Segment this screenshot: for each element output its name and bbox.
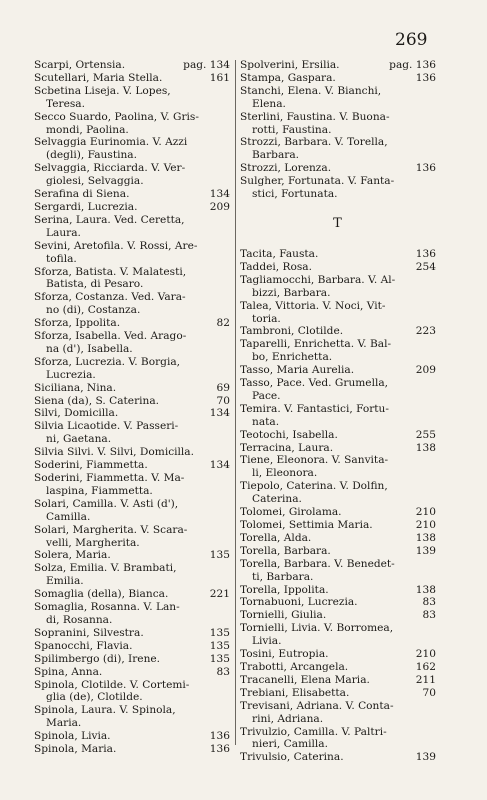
entry-name: Torella, Ippolita. <box>240 583 329 596</box>
index-entry <box>34 459 230 472</box>
entry-continuation: Lucrezia. <box>46 368 96 381</box>
entry-name: Temira. V. Fantastici, Fortu- <box>240 402 389 415</box>
entry-name: Stampa, Gaspara. <box>240 71 336 84</box>
index-entry <box>34 524 230 550</box>
entry-continuation: Pace. <box>252 389 281 402</box>
index-entry <box>34 111 230 137</box>
index-entry <box>240 248 436 261</box>
entry-continuation: bizzi, Barbara. <box>252 286 331 299</box>
index-entry <box>34 588 230 601</box>
index-entry <box>34 730 230 743</box>
page-reference: 139 <box>415 544 436 557</box>
index-entry <box>34 446 230 459</box>
entry-continuation: laspina, Fiammetta. <box>46 484 153 497</box>
entry-name: Scbetina Liseja. V. Lopes, <box>34 84 171 97</box>
page-reference: pag. 134 <box>183 59 230 71</box>
index-entry <box>34 420 230 446</box>
page-reference: 83 <box>216 665 230 678</box>
page-reference: 223 <box>415 325 436 338</box>
entry-name: Scutellari, Maria Stella. <box>34 71 163 84</box>
page-reference: 254 <box>415 260 436 273</box>
entry-continuation: Caterina. <box>252 493 302 506</box>
page-reference: 136 <box>415 71 436 84</box>
entry-name: Soderini, Fiammetta. V. Ma- <box>34 472 185 484</box>
page-reference: 138 <box>415 583 436 596</box>
entry-continuation: velli, Margherita. <box>46 536 140 549</box>
entry-name: Solari, Camilla. V. Asti (d'), <box>34 497 179 510</box>
index-entry <box>240 700 436 726</box>
entry-name: Silvi, Domicilla. <box>34 407 119 420</box>
index-entry <box>34 291 230 317</box>
entry-continuation: Camilla. <box>46 510 91 523</box>
entry-name: Torella, Barbara. <box>240 544 331 557</box>
entry-name: Tiene, Eleonora. V. Sanvita- <box>240 454 389 467</box>
entry-name: Trevisani, Adriana. V. Conta- <box>240 699 394 712</box>
index-entry <box>34 498 230 524</box>
page-reference: 83 <box>422 609 436 622</box>
entry-name: Spinola, Laura. V. Spinola, <box>34 704 176 717</box>
entry-name: Sterlini, Faustina. V. Buona- <box>240 110 390 123</box>
entry-name: Sevini, Aretofila. V. Rossi, Are- <box>34 239 198 252</box>
page-reference: 83 <box>422 596 436 609</box>
entry-name: Tornielli, Livia. V. Borromea, <box>240 622 394 635</box>
page-reference: 134 <box>209 407 230 420</box>
page-reference: 211 <box>415 673 436 686</box>
page-reference: 70 <box>422 686 436 699</box>
entry-continuation: Elena. <box>252 97 286 110</box>
index-entry <box>240 687 436 700</box>
index-entry <box>240 622 436 648</box>
entry-continuation: rini, Adriana. <box>252 712 324 725</box>
index-entry <box>34 317 230 330</box>
index-entry <box>240 300 436 326</box>
index-entry <box>34 136 230 162</box>
entry-continuation: (degli), Faustina. <box>46 149 137 162</box>
entry-continuation: giolesi, Selvaggia. <box>46 175 144 188</box>
entry-name: Tasso, Pace. Ved. Grumella, <box>240 377 389 390</box>
entry-name: Scarpi, Ortensia. <box>34 59 126 71</box>
entry-continuation: Barbara. <box>252 149 300 162</box>
index-entry <box>240 261 436 274</box>
index-entry <box>34 640 230 653</box>
entry-name: Serafina di Siena. <box>34 188 130 201</box>
entry-name: Teotochi, Isabella. <box>240 428 338 441</box>
entry-name: Spinola, Livia. <box>34 730 111 743</box>
entry-continuation: rotti, Faustina. <box>252 123 332 136</box>
index-entry <box>240 480 436 506</box>
entry-continuation: Teresa. <box>46 97 85 110</box>
index-entry <box>34 72 230 85</box>
entry-continuation: Maria. <box>46 717 82 730</box>
index-entry <box>34 382 230 395</box>
index-entry <box>240 338 436 364</box>
index-entry <box>240 558 436 584</box>
page-reference: 209 <box>415 364 436 377</box>
page-reference: 70 <box>216 394 230 407</box>
index-entry <box>34 85 230 111</box>
index-entry <box>34 240 230 266</box>
page-reference: pag. 136 <box>389 59 436 71</box>
entry-continuation: mondi, Paolina. <box>46 123 129 136</box>
page-reference: 209 <box>209 200 230 213</box>
index-entry <box>240 609 436 622</box>
index-entry <box>240 506 436 519</box>
index-entry <box>240 519 436 532</box>
entry-name: Solera, Maria. <box>34 549 111 562</box>
index-entry <box>34 679 230 705</box>
index-entry <box>240 661 436 674</box>
entry-name: Sforza, Lucrezia. V. Borgia, <box>34 355 181 368</box>
entry-name: Tacita, Fausta. <box>240 247 319 260</box>
page-reference: 161 <box>209 71 230 84</box>
index-entry <box>34 627 230 640</box>
index-column-left <box>34 59 230 756</box>
entry-name: Silvia Silvi. V. Silvi, Domicilla. <box>34 446 194 459</box>
page-reference: 136 <box>415 162 436 175</box>
entry-name: Sulgher, Fortunata. V. Fanta- <box>240 175 395 188</box>
entry-continuation: ni, Gaetana. <box>46 433 112 446</box>
index-entry <box>240 545 436 558</box>
entry-name: Solari, Margherita. V. Scara- <box>34 523 188 536</box>
entry-name: Tornabuoni, Lucrezia. <box>240 596 358 609</box>
entry-name: Sforza, Batista. V. Malatesti, <box>34 265 187 278</box>
index-entry <box>34 472 230 498</box>
page-reference: 136 <box>415 247 436 260</box>
entry-name: Spinola, Clotilde. V. Cortemi- <box>34 678 190 691</box>
entry-name: Siena (da), S. Caterina. <box>34 394 160 407</box>
entry-name: Tosini, Eutropia. <box>240 648 329 661</box>
page-reference: 135 <box>209 639 230 652</box>
index-entry <box>240 726 436 752</box>
index-entry <box>240 648 436 661</box>
entry-name: Silvia Licaotide. V. Passeri- <box>34 420 179 433</box>
index-entry <box>34 201 230 214</box>
index-entry <box>240 454 436 480</box>
page-reference: 255 <box>415 428 436 441</box>
page-reference: 136 <box>209 730 230 743</box>
entry-continuation: no (di), Costanza. <box>46 304 141 317</box>
page-reference: 210 <box>415 506 436 519</box>
entry-name: Stanchi, Elena. V. Bianchi, <box>240 84 382 97</box>
page-reference: 134 <box>209 459 230 472</box>
entry-name: Spanocchi, Flavia. <box>34 639 133 652</box>
index-entry <box>240 596 436 609</box>
index-entry <box>34 162 230 188</box>
entry-name: Siciliana, Nina. <box>34 381 117 394</box>
index-entry <box>34 59 230 72</box>
index-entry <box>240 751 436 764</box>
entry-name: Trivulsio, Caterina. <box>240 751 344 764</box>
entry-continuation: nieri, Camilla. <box>252 738 328 751</box>
page-reference: 69 <box>216 381 230 394</box>
entry-name: Serina, Laura. Ved. Ceretta, <box>34 213 185 226</box>
entry-continuation: stici, Fortunata. <box>252 188 338 201</box>
entry-name: Spolverini, Ersilia. <box>240 59 340 71</box>
page-reference: 136 <box>209 743 230 756</box>
entry-continuation: li, Eleonora. <box>252 467 318 480</box>
index-column-right <box>240 59 436 764</box>
page-reference: 135 <box>209 549 230 562</box>
entry-name: Tracanelli, Elena Maria. <box>240 673 370 686</box>
entry-name: Tolomei, Girolama. <box>240 506 342 519</box>
index-entry <box>240 403 436 429</box>
entry-name: Soderini, Fiammetta. <box>34 459 148 472</box>
page-reference: 135 <box>209 652 230 665</box>
index-entry <box>34 214 230 240</box>
index-entry <box>34 356 230 382</box>
entry-name: Sforza, Ippolita. <box>34 317 121 330</box>
index-entry <box>240 274 436 300</box>
entry-continuation: na (d'), Isabella. <box>46 342 133 355</box>
entry-continuation: Livia. <box>252 635 282 648</box>
index-entry <box>240 584 436 597</box>
entry-continuation: toria. <box>252 312 281 325</box>
entry-name: Terracina, Laura. <box>240 441 334 454</box>
entry-name: Sforza, Isabella. Ved. Arago- <box>34 330 187 343</box>
index-entry <box>34 704 230 730</box>
index-entry <box>240 85 436 111</box>
entry-name: Strozzi, Lorenza. <box>240 162 332 175</box>
index-entry <box>34 266 230 292</box>
entry-name: Spilimbergo (di), Irene. <box>34 652 161 665</box>
entry-name: Tornielli, Giulia. <box>240 609 327 622</box>
entry-continuation: bo, Enrichetta. <box>252 351 333 364</box>
index-entry <box>34 601 230 627</box>
page-reference: 162 <box>415 660 436 673</box>
entry-continuation: glia (de), Clotilde. <box>46 691 143 704</box>
entry-name: Secco Suardo, Paolina, V. Gris- <box>34 110 199 123</box>
page-number: 269 <box>395 30 428 50</box>
page-reference: 221 <box>209 588 230 601</box>
index-entry <box>34 666 230 679</box>
page-reference: 139 <box>415 751 436 764</box>
index-entry <box>34 395 230 408</box>
index-entry <box>34 549 230 562</box>
entry-name: Tambroni, Clotilde. <box>240 325 344 338</box>
entry-name: Somaglia, Rosanna. V. Lan- <box>34 601 180 614</box>
entry-name: Torella, Barbara. V. Benedet- <box>240 557 395 570</box>
page-reference: 210 <box>415 648 436 661</box>
index-entry <box>240 59 436 72</box>
index-entry <box>240 674 436 687</box>
entry-name: Taddei, Rosa. <box>240 260 312 273</box>
index-entry <box>240 364 436 377</box>
page-reference: 82 <box>216 317 230 330</box>
entry-name: Trivulzio, Camilla. V. Paltri- <box>240 725 387 738</box>
entry-name: Tiepolo, Caterina. V. Dolfin, <box>240 480 388 493</box>
page-reference: 134 <box>209 188 230 201</box>
entry-name: Tagliamocchi, Barbara. V. Al- <box>240 273 396 286</box>
page-reference: 135 <box>209 626 230 639</box>
index-entry <box>240 136 436 162</box>
index-entry <box>240 72 436 85</box>
page-reference: 138 <box>415 531 436 544</box>
column-divider <box>235 60 236 745</box>
entry-continuation: nata. <box>252 415 280 428</box>
index-entry <box>34 407 230 420</box>
entry-name: Selvaggia, Ricciarda. V. Ver- <box>34 162 186 175</box>
index-entry <box>34 562 230 588</box>
index-entry <box>240 111 436 137</box>
index-entry <box>34 743 230 756</box>
page-reference: 210 <box>415 519 436 531</box>
index-entry <box>240 429 436 442</box>
index-section-s-continued <box>240 59 436 201</box>
entry-name: Spinola, Maria. <box>34 743 117 756</box>
entry-name: Trebiani, Elisabetta. <box>240 686 350 699</box>
entry-continuation: tofila. <box>46 252 77 265</box>
index-entry <box>240 377 436 403</box>
entry-name: Torella, Alda. <box>240 531 312 544</box>
entry-name: Sforza, Costanza. Ved. Vara- <box>34 291 186 304</box>
entry-name: Trabotti, Arcangela. <box>240 660 349 673</box>
index-entry <box>240 175 436 201</box>
entry-continuation: ti, Barbara. <box>252 570 314 583</box>
entry-name: Tolomei, Settimia Maria. <box>240 519 373 531</box>
entry-name: Sopranini, Silvestra. <box>34 626 144 639</box>
entry-name: Strozzi, Barbara. V. Torella, <box>240 136 388 149</box>
entry-continuation: Emilia. <box>46 575 84 588</box>
entry-continuation: di, Rosanna. <box>46 613 113 626</box>
section-letter-heading: T <box>333 215 343 231</box>
index-section-t <box>240 248 436 764</box>
page-reference: 138 <box>415 441 436 454</box>
index-entry <box>34 653 230 666</box>
index-entry <box>34 188 230 201</box>
entry-name: Sergardi, Lucrezia. <box>34 200 138 213</box>
entry-name: Talea, Vittoria. V. Noci, Vit- <box>240 299 386 312</box>
index-entry <box>240 442 436 455</box>
entry-name: Somaglia (della), Bianca. <box>34 588 169 601</box>
index-entry <box>240 532 436 545</box>
entry-continuation: Batista, di Pesaro. <box>46 278 144 291</box>
entry-name: Taparelli, Enrichetta. V. Bal- <box>240 338 392 351</box>
index-entry <box>240 162 436 175</box>
index-entry <box>34 330 230 356</box>
entry-name: Spina, Anna. <box>34 665 103 678</box>
entry-continuation: Laura. <box>46 226 81 239</box>
entry-name: Selvaggia Eurinomia. V. Azzi <box>34 136 188 149</box>
index-entry <box>240 325 436 338</box>
entry-name: Tasso, Maria Aurelia. <box>240 364 355 377</box>
entry-name: Solza, Emilia. V. Brambati, <box>34 562 177 575</box>
